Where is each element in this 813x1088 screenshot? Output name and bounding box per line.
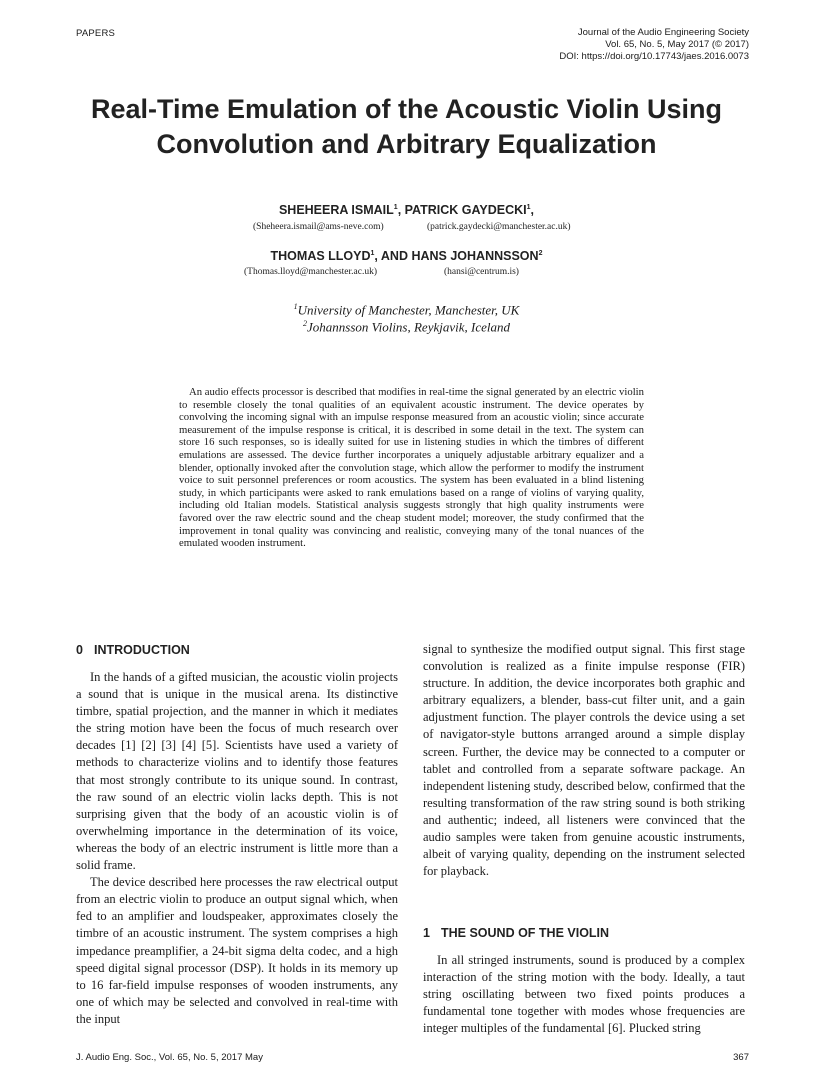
author-affil-marker: 1 — [526, 203, 531, 211]
title-line-1: Real-Time Emulation of the Acoustic Violin Using — [90, 94, 723, 124]
author-name: , PATRICK GAYDECKI — [397, 203, 527, 217]
right-column-section-1 — [423, 952, 745, 1037]
author-affil-marker: 1 — [393, 203, 398, 211]
author-email[interactable]: (Thomas.lloyd@manchester.ac.uk) — [244, 267, 377, 277]
author-affil-marker: 2 — [538, 249, 543, 257]
author-affil-marker: 1 — [370, 249, 375, 257]
section-label: PAPERS — [76, 28, 116, 39]
journal-info — [559, 27, 749, 63]
author-separator: , — [530, 203, 535, 217]
paragraph: In all stringed instruments, sound is produced by a complex interaction of the string motion with the body. Ideally, a taut string oscillating between two fixed points produces a fundamental tone together with modes whose frequencies are integer multiples of the fundamental [6]. Plucked string — [423, 953, 745, 1036]
section-number: 1 — [423, 926, 430, 940]
section-number: 0 — [76, 643, 83, 657]
section-title: INTRODUCTION — [94, 643, 190, 657]
author-email[interactable]: (Sheheera.ismail@ams-neve.com) — [253, 222, 384, 232]
section-heading — [423, 926, 609, 940]
title-line-2: Convolution and Arbitrary Equalization — [156, 129, 657, 159]
authors-row-1 — [100, 203, 713, 217]
paragraph: The device described here processes the raw electrical output from an electric violin to produce an output signal which, when fed to an amplifier and loudspeaker, approximates closely the timbre of an acoustic instrument. The system comprises a high impedance preamplifier, a 24-bit sigma delta codec, and a high speed digital signal processor (DSP). It holds in its memory up to 16 far-field impulse responses of wooden instruments, any one of which may be selected and convolved in real-time with the input — [76, 875, 398, 1026]
affiliation-text: Johannsson Violins, Reykjavik, Iceland — [306, 319, 510, 335]
affiliation — [100, 315, 713, 335]
journal-name: Journal of the Audio Engineering Society — [577, 27, 749, 38]
footer-citation: J. Audio Eng. Soc., Vol. 65, No. 5, 2017 May — [76, 1052, 263, 1063]
author-email[interactable]: (hansi@centrum.is) — [444, 267, 519, 277]
right-column — [423, 641, 745, 880]
affiliation-marker: 2 — [302, 319, 307, 328]
author-name: SHEHEERA ISMAIL — [278, 203, 394, 217]
left-column — [76, 669, 398, 1028]
authors-row-2 — [100, 249, 713, 263]
page-number: 367 — [733, 1052, 749, 1063]
author-email[interactable]: (patrick.gaydecki@manchester.ac.uk) — [427, 222, 571, 232]
journal-volume: Vol. 65, No. 5, May 2017 (© 2017) — [605, 39, 749, 50]
doi[interactable]: DOI: https://doi.org/10.17743/jaes.2016.0073 — [559, 51, 749, 62]
paper-title — [40, 92, 773, 162]
author-name: THOMAS LLOYD — [270, 249, 371, 263]
section-title: THE SOUND OF THE VIOLIN — [441, 926, 610, 940]
affiliation-marker: 1 — [293, 302, 298, 311]
author-name: , AND HANS JOHANNSSON — [374, 249, 539, 263]
paragraph: In the hands of a gifted musician, the acoustic violin projects a sound that is unique in the musical arena. Its distinctive timbre, spatial projection, and the manner in which it mediates the string motion have been the focus of much research over decades [1] [2] [3] [4] [5]. Scientists have used a variety of methods to characterize violins and to identify those features that most strongly contribute to its unique sound. In contrast, the raw sound of an electric violin lacks depth. This is not surprising given that the body of an acoustic violin is of overwhelming importance in the determination of its voice, whereas the body of an electric instrument is little more than a solid frame. — [76, 670, 398, 873]
abstract: An audio effects processor is described that modifies in real-time the signal generated by an electric violin to resemble closely the tonal qualities of an equivalent acoustic instrument. The device operates by convolving the incoming signal with an impulse response measured from an acoustic violin; since accurate measurement of the impulse response is critical, it is described in some detail in the text. The system can store 16 such responses, so is ideally suited for use in listening studies in which the timbres of different emulations are assessed. The device further incorporates a uniquely adjustable arbitrary equalizer and a blender, optionally invoked after the convolution stage, which allow the performer to modify the instrument voice to suit personnel preferences or room acoustics. The system has been evaluated in a blind listening study, in which participants were asked to rank emulations based on a range of violins of varying quality, including old Italian models. Statistical analysis suggests strongly that high quality instruments were favored over the raw electric sound and the cheap student model; moreover, the study confirmed that the improvement in tonal quality was convincing and realistic, conveying many of the tonal nuances of the emulated wooden instrument. — [179, 386, 644, 550]
paragraph: signal to synthesize the modified output signal. This first stage convolution is realized as a finite impulse response (FIR) structure. In addition, the device incorporates both graphic and arbitrary equalizers, a blender, bass-cut filter unit, and a gain adjustment function. The player controls the device using a set of navigator-style buttons arranged around a simple display screen. Further, the device may be connected to a computer or tablet and controlled from a separate software package. An independent listening study, described below, confirmed that the resulting transformation of the raw string sound is both striking and authentic; indeed, all listeners were convinced that the audio samples were taken from genuine acoustic instruments, albeit of varying quality, depending on the instrument selected for playback. — [423, 642, 745, 879]
affiliation-text: University of Manchester, Manchester, UK — [297, 302, 520, 318]
section-heading — [76, 643, 190, 657]
